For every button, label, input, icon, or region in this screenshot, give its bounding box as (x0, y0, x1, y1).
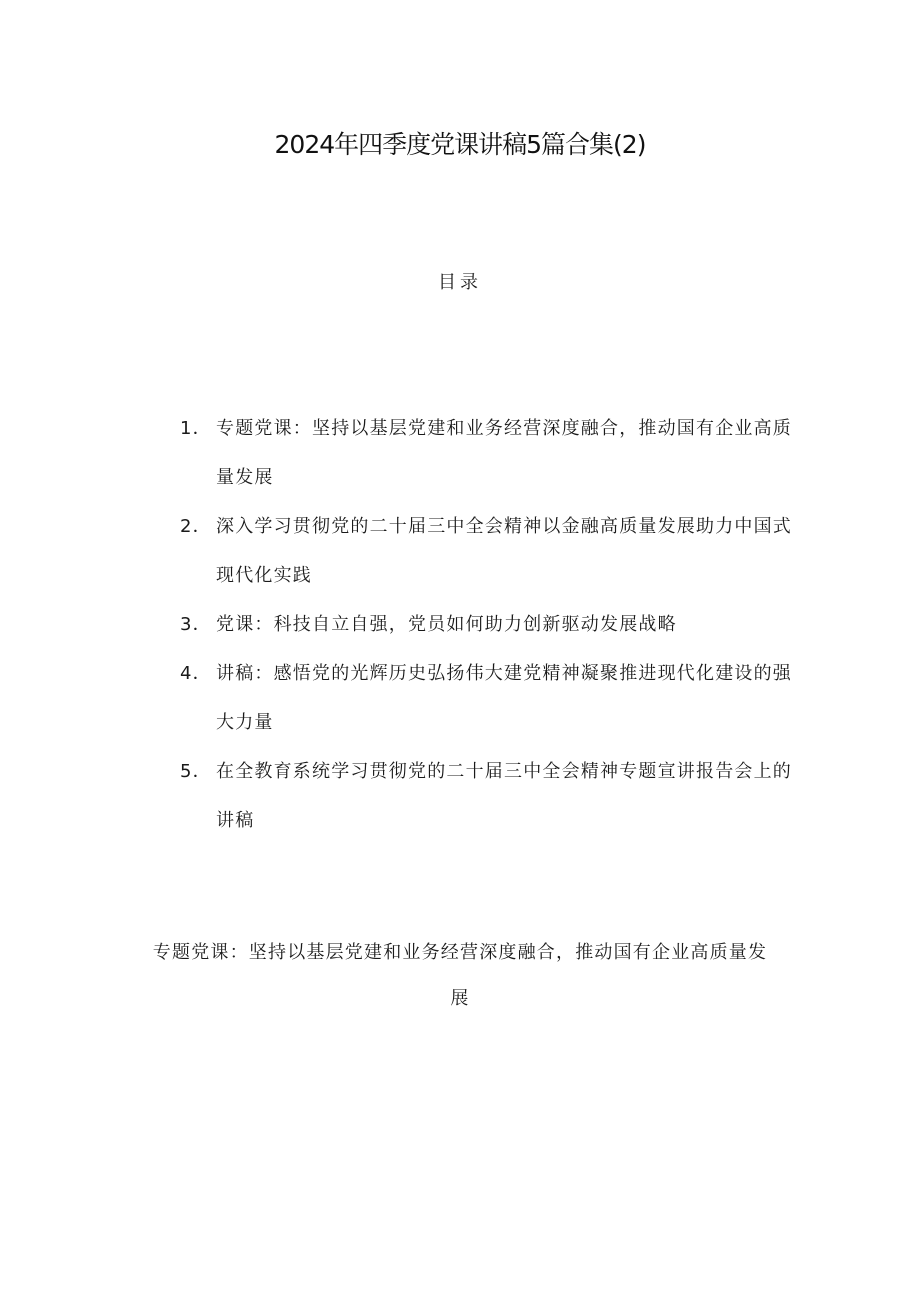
toc-item-text: 在全教育系统学习贯彻党的二十届三中全会精神专题宣讲报告会上的讲稿 (216, 761, 792, 831)
table-of-contents (180, 404, 800, 845)
toc-item-3[interactable] (180, 600, 800, 649)
toc-item-number: 1． (180, 418, 212, 439)
document-title: 2024年四季度党课讲稿5篇合集(2) (274, 130, 646, 159)
toc-item-5[interactable] (180, 747, 800, 845)
toc-item-text: 讲稿：感悟党的光辉历史弘扬伟大建党精神凝聚推进现代化建设的强大力量 (216, 663, 792, 733)
toc-item-4[interactable] (180, 649, 800, 747)
toc-item-1[interactable] (180, 404, 800, 502)
toc-item-2[interactable] (180, 502, 800, 600)
toc-item-number: 2． (180, 516, 212, 537)
toc-item-text: 专题党课：坚持以基层党建和业务经营深度融合，推动国有企业高质量发展 (216, 418, 792, 488)
section-title: 专题党课：坚持以基层党建和业务经营深度融合，推动国有企业高质量发展 (152, 942, 768, 1009)
toc-heading: 目录 (438, 272, 482, 293)
toc-item-number: 5． (180, 761, 212, 782)
toc-item-text: 深入学习贯彻党的二十届三中全会精神以金融高质量发展助力中国式现代化实践 (216, 516, 792, 586)
toc-item-number: 4． (180, 663, 212, 684)
toc-item-text: 党课：科技自立自强，党员如何助力创新驱动发展战略 (216, 614, 677, 635)
toc-item-number: 3． (180, 614, 212, 635)
